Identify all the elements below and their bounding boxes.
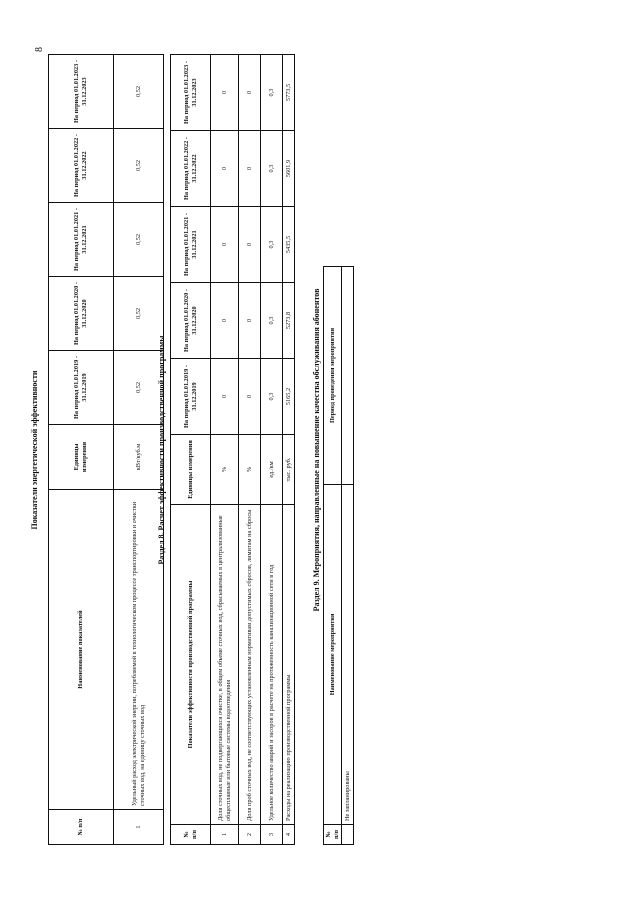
value-cell: 0: [211, 207, 239, 283]
table-row: [239, 55, 261, 845]
unit-cell: тыс. руб.: [283, 435, 295, 505]
measures-table: [323, 266, 354, 845]
row-number: 1: [211, 825, 239, 845]
table-header-row: [324, 267, 342, 845]
value-cell: 0,3: [261, 283, 283, 359]
value-cell: 0: [211, 55, 239, 131]
row-number: [342, 825, 354, 845]
value-cell: 0,3: [261, 55, 283, 131]
value-cell: 0: [211, 283, 239, 359]
unit-cell: кВт/куб.м: [114, 425, 164, 490]
value-cell: 0,52: [114, 203, 164, 277]
value-cell: 0,3: [261, 359, 283, 435]
row-number: 4: [283, 825, 295, 845]
indicator-name: Удельный расход электрической энергии, потребляемой в технологическом процессе транспортировки и очистки сточных вод, на единицу сточных вод: [114, 490, 164, 810]
measure-period: [342, 267, 354, 485]
table-row: [342, 267, 354, 845]
value-cell: 0: [239, 207, 261, 283]
header-cell: На период 01.01.2021 - 31.12.2021: [171, 207, 211, 283]
header-cell: На период 01.01.2019 - 31.12.2019: [171, 359, 211, 435]
table-row: [211, 55, 239, 845]
program-efficiency-table: [170, 54, 295, 845]
value-cell: 0: [211, 359, 239, 435]
unit-cell: ед./км: [261, 435, 283, 505]
value-cell: 0,52: [114, 277, 164, 351]
header-cell: На период 01.01.2023 - 31.12.2023: [49, 55, 114, 129]
header-cell: Наименование показателей: [49, 490, 114, 810]
header-cell: Период проведения мероприятия: [324, 267, 342, 485]
header-cell: Единицы измерения: [171, 435, 211, 505]
value-cell: 5273,8: [283, 283, 295, 359]
header-cell: № п/п: [324, 825, 342, 845]
indicator-name: Удельное количество аварий и засоров в расчете на протяженность канализационной сети в год: [261, 505, 283, 825]
indicator-name: Доля сточных вод, не подвергающихся очистке, в общем объеме сточных вод, сбрасываемых в централизованные общесплавные или бытовые системы водоотведения: [211, 505, 239, 825]
header-cell: № п/п: [171, 825, 211, 845]
header-cell: На период 01.01.2020 - 31.12.2020: [171, 283, 211, 359]
value-cell: 0,52: [114, 55, 164, 129]
header-cell: На период 01.01.2020 - 31.12.2020: [49, 277, 114, 351]
value-cell: 5601,9: [283, 131, 295, 207]
table-row: [114, 55, 164, 845]
value-cell: 0: [239, 131, 261, 207]
section-9-title: Раздел 9. Мероприятия, направленные на повышение качества обслуживания абонентов: [312, 288, 321, 612]
table-row: [261, 55, 283, 845]
indicator-name: Доля проб сточных вод, не соответствующих установленным нормативам допустимых сбросов, лимитам на сбросы: [239, 505, 261, 825]
table-header-row: [171, 55, 211, 845]
unit-cell: %: [211, 435, 239, 505]
table-header-row: [49, 55, 114, 845]
header-cell: № п/п: [49, 810, 114, 845]
header-cell: На период 01.01.2019 - 31.12.2019: [49, 351, 114, 425]
unit-cell: %: [239, 435, 261, 505]
header-cell: На период 01.01.2022 - 31.12.2022: [49, 129, 114, 203]
value-cell: 0,52: [114, 351, 164, 425]
value-cell: 0: [239, 283, 261, 359]
value-cell: 5435,5: [283, 207, 295, 283]
header-cell: Показатели эффективности производственной программы: [171, 505, 211, 825]
row-number: 2: [239, 825, 261, 845]
value-cell: 0: [239, 359, 261, 435]
energy-efficiency-title: Показатели энергетической эффективности: [30, 370, 39, 530]
value-cell: 5165,2: [283, 359, 295, 435]
header-cell: Наименование мероприятия: [324, 485, 342, 825]
value-cell: 0,3: [261, 207, 283, 283]
row-number: 1: [114, 810, 164, 845]
value-cell: 0: [211, 131, 239, 207]
value-cell: 5773,5: [283, 55, 295, 131]
header-cell: На период 01.01.2022 - 31.12.2022: [171, 131, 211, 207]
indicator-name: Расходы на реализацию производственной программы: [283, 505, 295, 825]
value-cell: 0: [239, 55, 261, 131]
header-cell: На период 01.01.2021 - 31.12.2021: [49, 203, 114, 277]
page-number: 8: [34, 47, 45, 52]
value-cell: 0,52: [114, 129, 164, 203]
energy-efficiency-table: [48, 54, 164, 845]
measure-name: Не запланированы: [342, 485, 354, 825]
value-cell: 0,3: [261, 131, 283, 207]
row-number: 3: [261, 825, 283, 845]
header-cell: Единицы измерения: [49, 425, 114, 490]
header-cell: На период 01.01.2023 - 31.12.2023: [171, 55, 211, 131]
section-8-title: Раздел 8. Расчет эффективности производственной программы: [157, 335, 166, 565]
table-row: [283, 55, 295, 845]
